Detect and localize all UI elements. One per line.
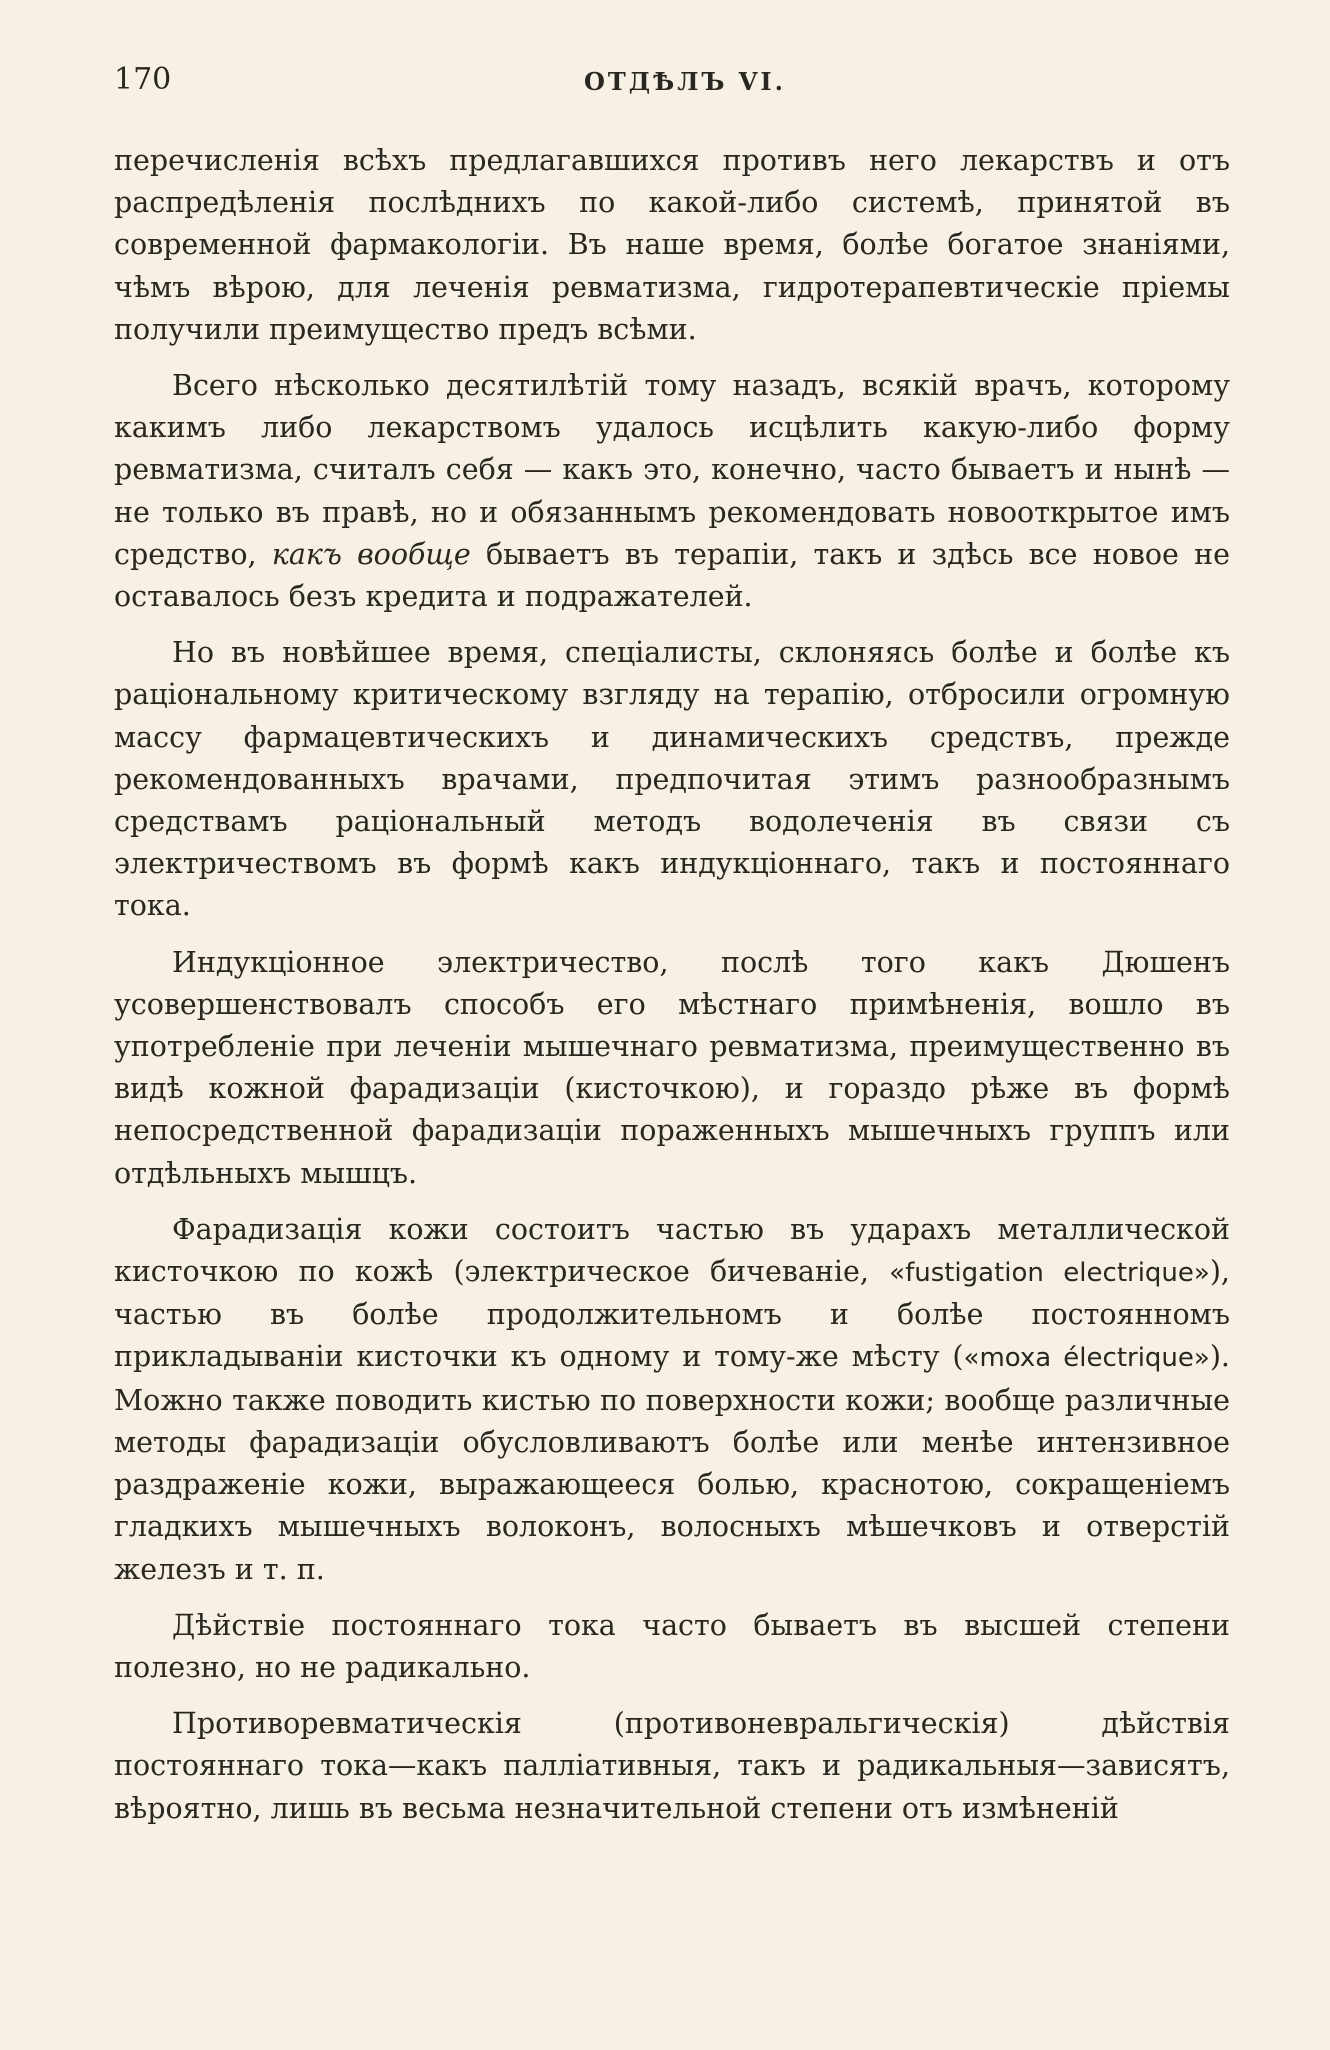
italic-phrase: какъ вообще xyxy=(271,537,471,571)
page-header xyxy=(114,60,1230,108)
paragraph-text: бываетъ въ терапіи, такъ и здѣсь все новое не оставалось безъ кредита и подражателей. xyxy=(114,537,1230,614)
paragraph-direct-current: Дѣйствіе постояннаго тока часто бываетъ въ высшей степени полезно, но не радикально. xyxy=(114,1608,1230,1684)
body-text xyxy=(114,140,1230,1844)
page-number: 170 xyxy=(114,62,172,97)
paragraph-antirheumatic-action: Противоревматическія (противоневральгическія) дѣйствія постояннаго тока—какъ палліативныя, такъ и радикальныя—зависятъ, вѣроятно, лишь въ весьма незначительной степени отъ измѣненій xyxy=(114,1707,1230,1825)
paragraph-skin-faradization xyxy=(114,1209,1230,1591)
paragraph-modern-specialists: Но въ новѣйшее время, спеціалисты, склоняясь болѣе и болѣе къ раціональному критическому взгляду на терапію, отбросили огромную массу фармацевтическихъ и динамическихъ средствъ, прежде рекомендованныхъ врачами, предпочитая этимъ разнообразнымъ средствамъ раціональный методъ водолеченія въ связи съ электричествомъ въ формѣ какъ индукціоннаго, такъ и постояннаго тока. xyxy=(114,636,1230,923)
paragraph-text: ). Можно также поводить кистью по поверхности кожи; вообще различные методы фарадизаціи обусловливаютъ болѣе или менѣе интензивное раздраженіе кожи, выражающееся болью, краснотою, сокращеніемъ гладкихъ мышечныхъ волоконъ, волосныхъ мѣшечковъ и отверстій железъ и т. п. xyxy=(114,1340,1230,1586)
paragraph-text: Всего нѣсколько десятилѣтій тому назадъ, всякій врачъ, которому какимъ либо лекарствомъ удалось исцѣлить какую-либо форму ревматизма, считалъ себя — какъ это, конечно, часто бываетъ и нынѣ — не только въ правѣ, но и обязаннымъ рекомендовать новооткрытое имъ средство, xyxy=(114,369,1230,571)
running-head: ОТДѢЛЪ VI. xyxy=(584,67,786,96)
latin-term: «fustigation electrique» xyxy=(889,1258,1210,1289)
latin-term: «moxa électrique» xyxy=(963,1343,1210,1374)
paragraph-continuation: перечисленія всѣхъ предлагавшихся противъ него лекарствъ и отъ распредѣленія послѣднихъ по какой-либо системѣ, принятой въ современной фармакологіи. Въ наше время, болѣе богатое знаніями, чѣмъ вѣрою, для леченія ревматизма, гидротерапевтическіе пріемы получили преимущество предъ всѣми. xyxy=(114,144,1230,346)
paragraph-induction-electricity: Индукціонное электричество, послѣ того какъ Дюшенъ усовершенствовалъ способъ его мѣстнаго примѣненія, вошло въ употребленіе при леченіи мышечнаго ревматизма, преимущественно въ видѣ кожной фарадизаціи (кисточкою), и гораздо рѣже въ формѣ непосредственной фарадизаціи пораженныхъ мышечныхъ группъ или отдѣльныхъ мышцъ. xyxy=(114,945,1230,1190)
paragraph-recent-decades xyxy=(114,365,1230,618)
paragraph-text: Фарадизація кожи состоитъ частью въ ударахъ металлической кисточкою по кожѣ (электрическое бичеваніе, xyxy=(114,1212,1230,1289)
paragraph-text: ), частью въ болѣе продолжительномъ и болѣе постоянномъ прикладываніи кисточки къ одному и тому-же мѣсту ( xyxy=(114,1255,1230,1374)
